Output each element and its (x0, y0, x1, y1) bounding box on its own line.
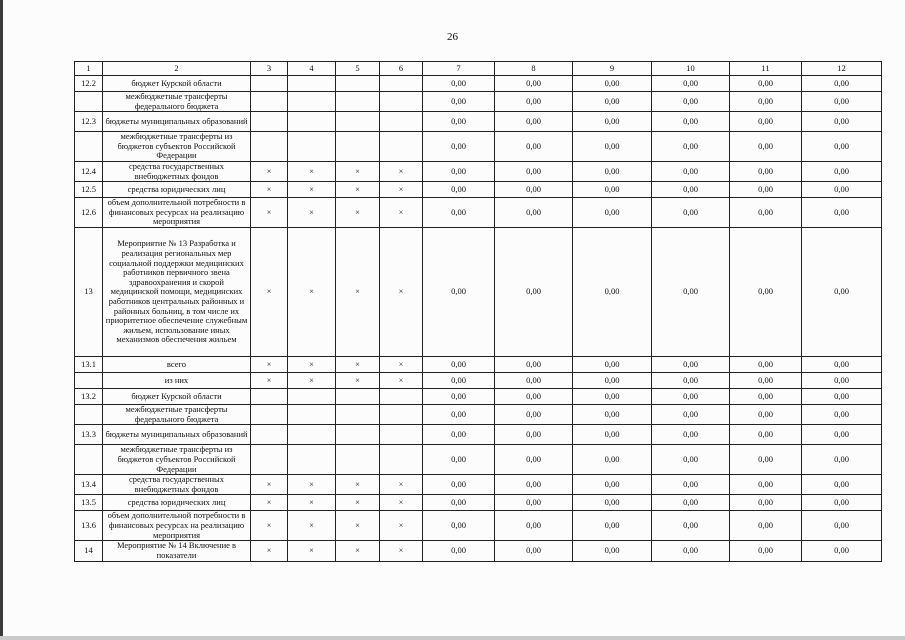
table-cell: × (336, 198, 380, 228)
table-cell: 13.6 (75, 511, 103, 541)
table-cell: 0,00 (802, 76, 882, 92)
table-cell: × (336, 357, 380, 373)
table-row (75, 112, 882, 132)
table-cell: 0,00 (802, 112, 882, 132)
table-cell: бюджеты муниципальных образований (103, 112, 251, 132)
table-cell (251, 405, 288, 425)
table-cell: средства государственных внебюджетных фондов (103, 161, 251, 181)
table-cell: 13.1 (75, 357, 103, 373)
table-cell (380, 92, 423, 112)
table-cell: 0,00 (730, 76, 802, 92)
table-cell (380, 389, 423, 405)
table-cell: × (288, 228, 336, 357)
table-cell: 0,00 (652, 475, 730, 495)
table-cell: 0,00 (802, 92, 882, 112)
table-cell (336, 112, 380, 132)
table-cell: 0,00 (652, 405, 730, 425)
table-cell: 0,00 (730, 389, 802, 405)
table-cell: 0,00 (652, 425, 730, 445)
table-cell: 0,00 (652, 198, 730, 228)
table-cell: 0,00 (652, 389, 730, 405)
table-cell (251, 92, 288, 112)
table-cell: × (336, 182, 380, 198)
table-cell: 0,00 (652, 373, 730, 389)
table-cell: × (380, 511, 423, 541)
header-cell: 5 (336, 62, 380, 76)
table-cell: 0,00 (802, 389, 882, 405)
table-body (75, 62, 882, 562)
table-row (75, 76, 882, 92)
table-cell: 0,00 (730, 161, 802, 181)
table-cell: 0,00 (423, 541, 495, 561)
table-cell: 0,00 (495, 511, 573, 541)
table-cell: × (380, 198, 423, 228)
table-cell: 0,00 (802, 357, 882, 373)
table-cell: 0,00 (730, 112, 802, 132)
table-cell: 0,00 (423, 92, 495, 112)
table-cell: 0,00 (573, 132, 652, 162)
table-cell: 0,00 (573, 373, 652, 389)
table-cell: × (380, 495, 423, 511)
table-cell: × (251, 541, 288, 561)
table-cell: 0,00 (573, 182, 652, 198)
table-cell: 12.6 (75, 198, 103, 228)
table-cell: 0,00 (423, 495, 495, 511)
table-cell: 0,00 (802, 425, 882, 445)
table-cell: 0,00 (573, 511, 652, 541)
table-cell: 0,00 (802, 511, 882, 541)
table-cell (75, 445, 103, 475)
table-row (75, 425, 882, 445)
table-cell: 0,00 (423, 132, 495, 162)
table-cell (75, 92, 103, 112)
table-cell (380, 445, 423, 475)
table-cell (288, 76, 336, 92)
table-cell (75, 373, 103, 389)
table-cell (288, 445, 336, 475)
table-cell: 0,00 (652, 541, 730, 561)
table-cell (380, 425, 423, 445)
header-cell: 6 (380, 62, 423, 76)
table-cell: 0,00 (423, 511, 495, 541)
table-cell: бюджет Курской области (103, 76, 251, 92)
table-cell: 0,00 (730, 182, 802, 198)
table-cell: 0,00 (495, 541, 573, 561)
table-cell (288, 132, 336, 162)
table-cell: × (251, 373, 288, 389)
table-cell (336, 425, 380, 445)
table-cell (336, 132, 380, 162)
table-cell: × (380, 357, 423, 373)
table-row (75, 161, 882, 181)
table-cell: 0,00 (802, 373, 882, 389)
table-cell: 13.5 (75, 495, 103, 511)
header-cell: 7 (423, 62, 495, 76)
table-cell: × (336, 228, 380, 357)
table-cell: 0,00 (423, 389, 495, 405)
table-cell (380, 132, 423, 162)
table-cell: × (251, 495, 288, 511)
table-cell: 0,00 (495, 475, 573, 495)
table-cell: 0,00 (495, 425, 573, 445)
table-cell: 0,00 (730, 475, 802, 495)
table-row (75, 511, 882, 541)
table-cell: объем дополнительной потребности в финансовых ресурсах на реализацию мероприятия (103, 511, 251, 541)
table-cell: × (336, 495, 380, 511)
table-cell: 0,00 (495, 182, 573, 198)
table-cell: 0,00 (423, 161, 495, 181)
table-cell (288, 425, 336, 445)
table-row (75, 389, 882, 405)
header-cell: 1 (75, 62, 103, 76)
table-cell: × (380, 182, 423, 198)
table-cell: 0,00 (495, 76, 573, 92)
table-cell: 0,00 (802, 495, 882, 511)
table-cell: 0,00 (423, 198, 495, 228)
table-row (75, 132, 882, 162)
table-cell: 0,00 (573, 228, 652, 357)
header-cell: 4 (288, 62, 336, 76)
table-cell: 0,00 (495, 445, 573, 475)
table-cell: 0,00 (573, 475, 652, 495)
table-cell: бюджеты муниципальных образований (103, 425, 251, 445)
table-cell: × (251, 475, 288, 495)
table-cell: 0,00 (495, 228, 573, 357)
table-row (75, 92, 882, 112)
table-cell: 0,00 (652, 511, 730, 541)
table-cell: 0,00 (730, 357, 802, 373)
table-cell: средства юридических лиц (103, 182, 251, 198)
table-cell: × (288, 475, 336, 495)
table-cell: × (380, 228, 423, 357)
table-row (75, 475, 882, 495)
table-cell (75, 132, 103, 162)
table-cell: 0,00 (573, 198, 652, 228)
table-cell: из них (103, 373, 251, 389)
table-cell (251, 445, 288, 475)
table-cell: 0,00 (423, 425, 495, 445)
table-cell: 0,00 (652, 76, 730, 92)
header-cell: 11 (730, 62, 802, 76)
table-cell (380, 112, 423, 132)
table-cell: 0,00 (573, 389, 652, 405)
table-cell: 0,00 (802, 541, 882, 561)
table-cell (380, 405, 423, 425)
table-cell: × (288, 198, 336, 228)
table-cell: межбюджетные трансферты федерального бюджета (103, 405, 251, 425)
table-cell: 13.4 (75, 475, 103, 495)
table-cell: 0,00 (573, 445, 652, 475)
table-cell: × (251, 357, 288, 373)
table-cell: 0,00 (495, 132, 573, 162)
table-cell: 0,00 (573, 76, 652, 92)
table-cell: × (288, 182, 336, 198)
table-cell: 0,00 (652, 161, 730, 181)
table-row (75, 357, 882, 373)
table-cell: × (336, 511, 380, 541)
table-cell: 0,00 (730, 228, 802, 357)
table-cell: средства юридических лиц (103, 495, 251, 511)
table-cell: × (251, 511, 288, 541)
header-cell: 9 (573, 62, 652, 76)
table-cell: × (336, 373, 380, 389)
table-row (75, 541, 882, 561)
table-cell: 0,00 (730, 511, 802, 541)
budget-table (74, 61, 882, 562)
table-cell: 13.3 (75, 425, 103, 445)
header-cell: 10 (652, 62, 730, 76)
table-cell (251, 389, 288, 405)
header-row (75, 62, 882, 76)
table-cell: 0,00 (652, 357, 730, 373)
table-cell: × (288, 161, 336, 181)
table-cell: × (380, 541, 423, 561)
table-cell: 0,00 (652, 112, 730, 132)
table-cell: объем дополнительной потребности в финансовых ресурсах на реализацию мероприятия (103, 198, 251, 228)
table-cell: 13.2 (75, 389, 103, 405)
table-cell: 0,00 (573, 112, 652, 132)
table-cell: межбюджетные трансферты из бюджетов субъектов Российской Федерации (103, 132, 251, 162)
table-row (75, 198, 882, 228)
table-cell: 0,00 (802, 132, 882, 162)
table-row (75, 228, 882, 357)
table-cell: 0,00 (652, 182, 730, 198)
table-cell: × (288, 511, 336, 541)
table-cell: 14 (75, 541, 103, 561)
table-cell: 0,00 (423, 228, 495, 357)
table-cell: 0,00 (495, 405, 573, 425)
table-cell: 0,00 (802, 445, 882, 475)
table-cell: 0,00 (495, 198, 573, 228)
table-cell: × (380, 475, 423, 495)
table-cell: × (380, 373, 423, 389)
table-cell: × (336, 475, 380, 495)
table-cell: 0,00 (423, 112, 495, 132)
table-cell: 0,00 (423, 445, 495, 475)
table-row (75, 495, 882, 511)
table-cell: 0,00 (495, 373, 573, 389)
table-cell: × (251, 161, 288, 181)
table-cell: 13 (75, 228, 103, 357)
header-cell: 3 (251, 62, 288, 76)
scan-left-edge (0, 0, 3, 640)
table-cell (75, 405, 103, 425)
table-cell: 0,00 (573, 357, 652, 373)
table-cell: 0,00 (802, 475, 882, 495)
table-cell: 0,00 (495, 495, 573, 511)
table-cell: 0,00 (652, 92, 730, 112)
table-cell (288, 112, 336, 132)
table-cell: × (288, 495, 336, 511)
table-cell (336, 92, 380, 112)
table-row (75, 182, 882, 198)
table-row (75, 373, 882, 389)
table-cell: 0,00 (423, 76, 495, 92)
table-cell: Мероприятие № 13 Разработка и реализация региональных мер социальной поддержки медицинских работников первичного звена здравоохранения и скорой медицинской помощи, медицинских работников центральных районных и районных больниц, в том числе их приоритетное обеспечение служебным жильем, использование иных механизмов обеспечения жильем (103, 228, 251, 357)
table-cell: 0,00 (730, 373, 802, 389)
table-cell: × (380, 161, 423, 181)
table-cell: всего (103, 357, 251, 373)
table-cell: × (288, 357, 336, 373)
table-cell: × (251, 228, 288, 357)
table-cell: × (288, 373, 336, 389)
table-cell: 0,00 (573, 541, 652, 561)
table-cell (336, 445, 380, 475)
table-cell: 0,00 (573, 425, 652, 445)
table-cell: 0,00 (652, 228, 730, 357)
table-cell (288, 389, 336, 405)
table-cell: 0,00 (802, 228, 882, 357)
table-cell: 0,00 (495, 357, 573, 373)
table-cell: 12.2 (75, 76, 103, 92)
table-cell: 0,00 (423, 405, 495, 425)
table-cell: 0,00 (495, 112, 573, 132)
header-cell: 2 (103, 62, 251, 76)
table-cell: Мероприятие № 14 Включение в показатели (103, 541, 251, 561)
table-row (75, 445, 882, 475)
page-number: 26 (447, 31, 458, 43)
table-cell: 0,00 (802, 182, 882, 198)
table-cell: 12.4 (75, 161, 103, 181)
table-cell (336, 76, 380, 92)
table-row (75, 405, 882, 425)
table-cell: 0,00 (730, 92, 802, 112)
table-cell: × (251, 182, 288, 198)
table-cell: 0,00 (652, 132, 730, 162)
table-cell: межбюджетные трансферты федерального бюджета (103, 92, 251, 112)
table-cell: 0,00 (730, 495, 802, 511)
table-cell: 0,00 (495, 161, 573, 181)
table-cell: 0,00 (573, 405, 652, 425)
table-cell: 0,00 (730, 405, 802, 425)
table-cell (251, 132, 288, 162)
table-cell: 0,00 (495, 389, 573, 405)
table-cell: 0,00 (423, 182, 495, 198)
table-cell (336, 405, 380, 425)
table-cell: 0,00 (423, 373, 495, 389)
table-cell: 0,00 (652, 495, 730, 511)
table-cell: межбюджетные трансферты из бюджетов субъектов Российской Федерации (103, 445, 251, 475)
table-cell: 0,00 (802, 405, 882, 425)
table-cell: 0,00 (495, 92, 573, 112)
table-cell: 12.5 (75, 182, 103, 198)
table-cell: 0,00 (423, 475, 495, 495)
table-cell: 12.3 (75, 112, 103, 132)
table-cell (251, 112, 288, 132)
table-cell (288, 92, 336, 112)
table-cell: 0,00 (573, 495, 652, 511)
table-cell: 0,00 (730, 132, 802, 162)
table-cell: × (288, 541, 336, 561)
table-cell: × (336, 541, 380, 561)
scan-bottom-edge (0, 636, 905, 640)
table-cell: 0,00 (573, 92, 652, 112)
table-cell: × (336, 161, 380, 181)
table-cell: бюджет Курской области (103, 389, 251, 405)
table-cell (288, 405, 336, 425)
table-cell: 0,00 (730, 445, 802, 475)
table-cell: 0,00 (802, 161, 882, 181)
table-cell: × (251, 198, 288, 228)
table-cell: 0,00 (423, 357, 495, 373)
table-cell: 0,00 (730, 425, 802, 445)
table-cell (251, 425, 288, 445)
table-cell: 0,00 (730, 198, 802, 228)
table-cell: 0,00 (802, 198, 882, 228)
table-cell: 0,00 (730, 541, 802, 561)
table-cell (336, 389, 380, 405)
table-cell: 0,00 (573, 161, 652, 181)
header-cell: 12 (802, 62, 882, 76)
table-cell (380, 76, 423, 92)
table-cell: средства государственных внебюджетных фондов (103, 475, 251, 495)
table-cell: 0,00 (652, 445, 730, 475)
header-cell: 8 (495, 62, 573, 76)
table-cell (251, 76, 288, 92)
